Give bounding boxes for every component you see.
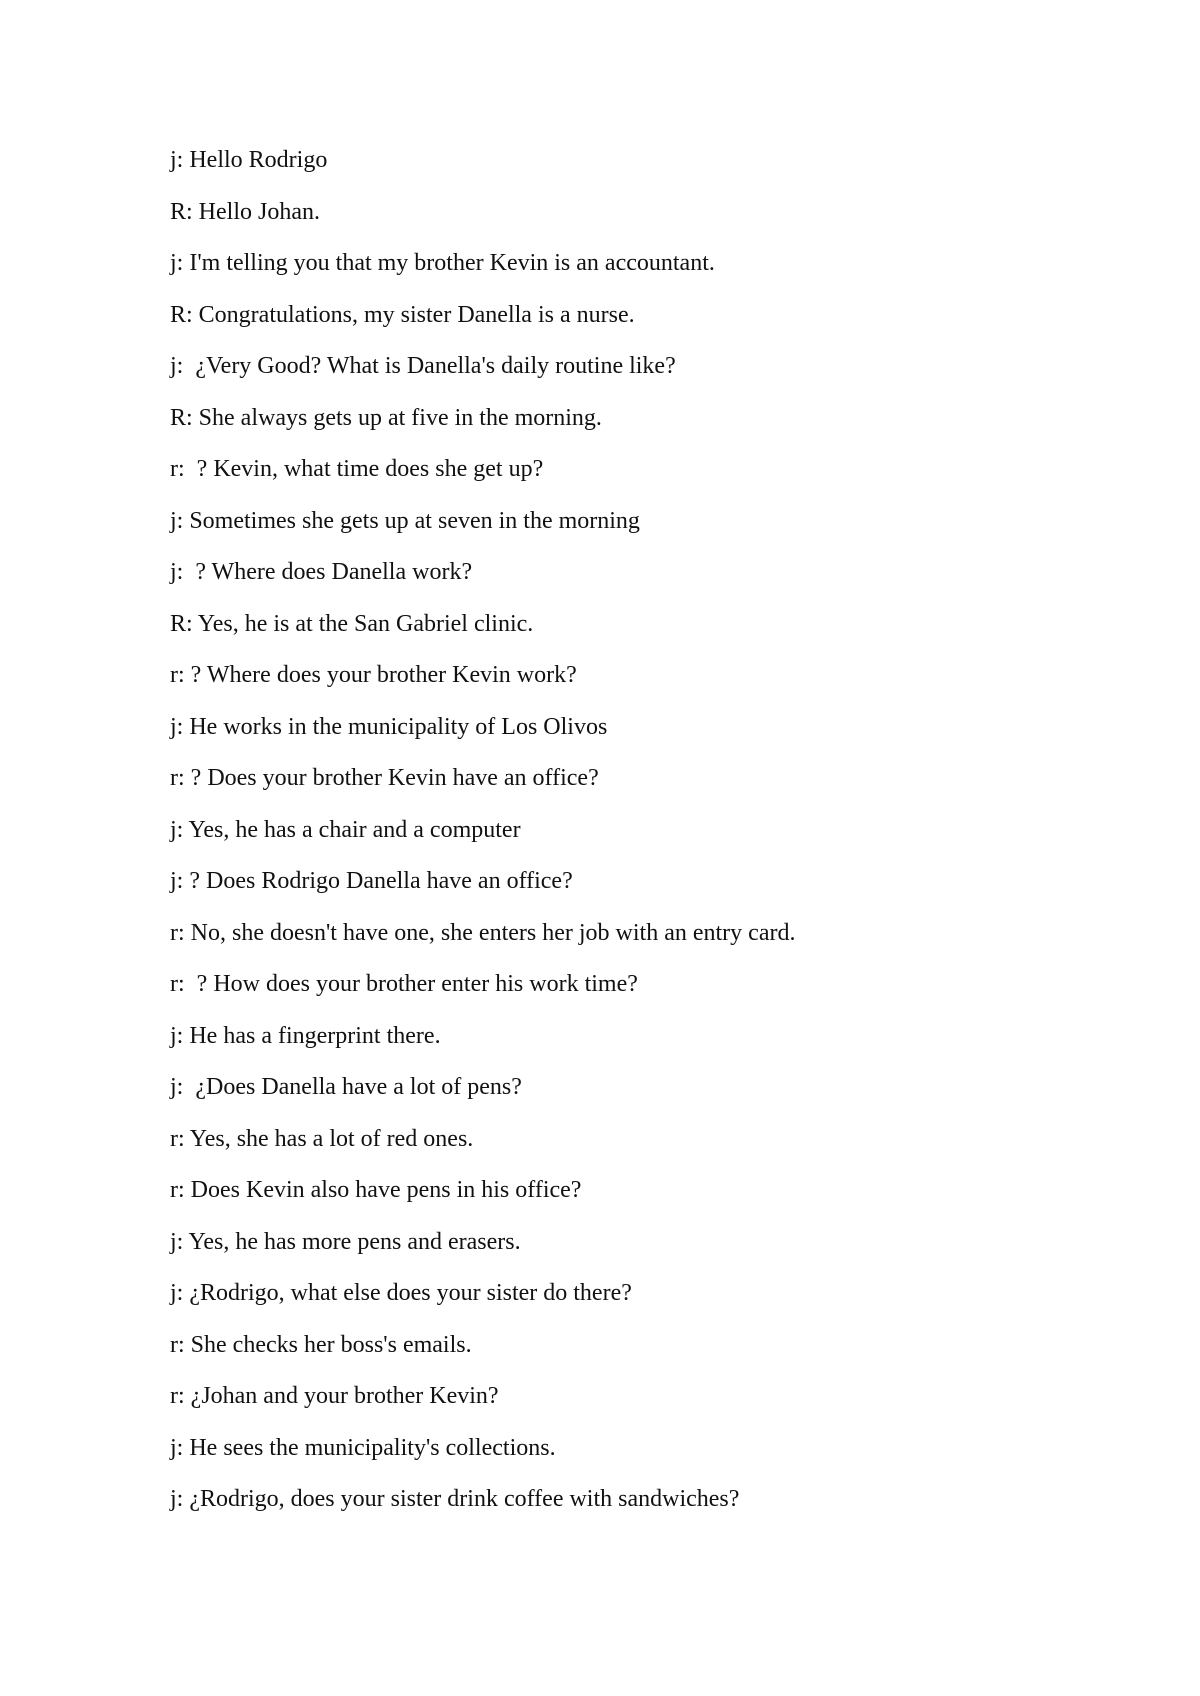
dialogue-line: j: Yes, he has a chair and a computer (170, 816, 521, 843)
dialogue-line: r: ? Where does your brother Kevin work? (170, 662, 577, 688)
dialogue-line: R: Yes, he is at the San Gabriel clinic. (170, 610, 534, 637)
dialogue-line: j: He sees the municipality's collections. (170, 1434, 556, 1461)
dialogue-line: j: Hello Rodrigo (170, 147, 328, 173)
dialogue-list (170, 142, 1150, 1533)
dialogue-line: R: Congratulations, my sister Danella is a nurse. (170, 301, 635, 328)
dialogue-line: j: I'm telling you that my brother Kevin is an accountant. (170, 250, 715, 276)
dialogue-line: j: He has a fingerprint there. (170, 1022, 441, 1049)
dialogue-line: r: Does Kevin also have pens in his office? (170, 1177, 582, 1203)
dialogue-line: r: She checks her boss's emails. (170, 1331, 472, 1358)
dialogue-line: r: ¿Johan and your brother Kevin? (170, 1383, 499, 1409)
dialogue-line: j: ? Where does Danella work? (170, 559, 473, 585)
dialogue-line: R: She always gets up at five in the morning. (170, 404, 602, 431)
dialogue-line: j: Yes, he has more pens and erasers. (170, 1228, 521, 1255)
dialogue-line: j: ¿Very Good? What is Danella's daily routine like? (170, 353, 676, 379)
dialogue-line: r: ? How does your brother enter his work time? (170, 971, 638, 997)
dialogue-line: j: ¿Does Danella have a lot of pens? (170, 1074, 522, 1100)
dialogue-line: j: ¿Rodrigo, does your sister drink coffee with sandwiches? (170, 1486, 740, 1512)
dialogue-line: r: No, she doesn't have one, she enters her job with an entry card. (170, 919, 796, 946)
dialogue-line: R: Hello Johan. (170, 198, 320, 225)
dialogue-line: r: ? Kevin, what time does she get up? (170, 456, 544, 482)
dialogue-line: j: Sometimes she gets up at seven in the morning (170, 507, 640, 534)
dialogue-line: j: ? Does Rodrigo Danella have an office? (170, 868, 573, 894)
dialogue-line: r: Yes, she has a lot of red ones. (170, 1125, 474, 1152)
dialogue-line: j: ¿Rodrigo, what else does your sister do there? (170, 1280, 632, 1306)
dialogue-line: j: He works in the municipality of Los Olivos (170, 713, 608, 740)
dialogue-line: r: ? Does your brother Kevin have an office? (170, 765, 599, 791)
